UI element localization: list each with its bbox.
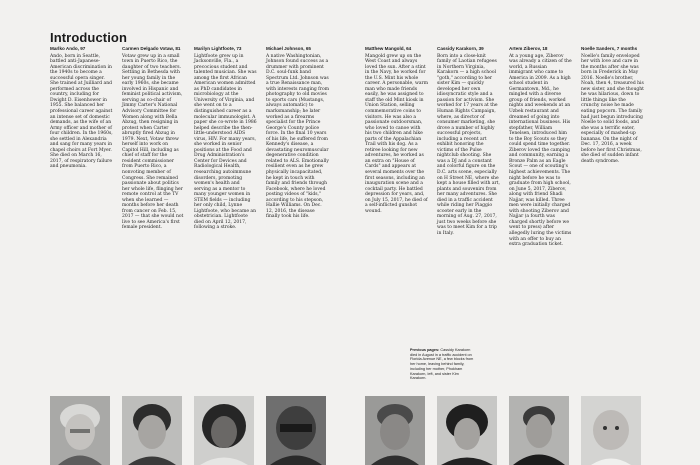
- caption-label: Previous pages:: [410, 348, 440, 352]
- profile-column-karakorn: [437, 46, 500, 237]
- profile-body: A native Washingtonian, Johnson found success as a drummer with prominent D.C. soul-funk band Spectrum Ltd. Johnson was a true Renaissance man, with interests ranging from photography to old movies to sports cars (Mustangs, always automatic) to marksmanship; he later worked as a firearms specialist for the Prince George's County police force. In the final 10 years of his life, he suffered from Kennedy's disease, a devastating neuromuscular degenerative condition related to ALS. Emotionally resilient even as he grew physically incapacitated, he kept in touch with family and friends through Facebook, where he loved posting videos of "kids," according to his stepson, Hallie Williams. On Dec. 12, 2016, the disease finally took his life.: [266, 53, 329, 220]
- profile-body: Noelle's family enveloped her with love and care in the months after she was born in Frederick in May 2016. Noelle's brother, Noah, then 4, treasured his new sister, and she thought he was hilarious, down to little things like the crunchy noise he made eating popcorn. The family had just begun introducing Noelle to solid foods, and she was a terrific eater, especially of mashed-up bananas. On the night of Dec. 17, 2016, a week before her first Christmas, she died of sudden infant death syndrome.: [581, 53, 644, 164]
- profile-column-mangold: [365, 46, 428, 214]
- profile-body: Votaw grew up in a small town in Puerto Rico, the daughter of two teachers. Settling in Bethesda with her young family in the early 1960s, she became involved in Hispanic and feminist political activism, serving as co-chair of Jimmy Carter's National Advisory Committee for Women along with Bella Abzug, then resigning in protest when Carter abruptly fired Abzug in 1979. Next, Votaw threw herself into work on Capitol Hill, including as chief of staff for the resident commissioner from Puerto Rico, a nonvoting member of Congress. She remained passionate about politics her whole life, flinging her remote control at the TV when she learned — months before her death from cancer on Feb. 15, 2017 — that she would not live to see America's first female president.: [122, 53, 184, 231]
- profile-body: At a young age, Ziberov was already a citizen of the world, a Russian immigrant who came to America in 2009. As a high school student in Germantown, Md., he mingled with a diverse group of friends, worked nights and weekends at an Uzbek restaurant and dreamed of going into international business. His stepfather, William Tenelsen, introduced him to the Boy Scouts so they could spend time together. Ziberov loved the camping and community, earning a Bronze Palm as an Eagle Scout — one of scouting's highest achievements. The night before he was to graduate from high school, on June 5, 2017, Ziberov, along with friend Shadi Najjar, was killed. Three men were initially charged with shooting Ziberov and Najjar (a fourth was charged shortly before we went to press) after allegedly luring the victims with an offer to buy an extra graduation ticket.: [509, 53, 572, 248]
- profile-heading: Artem Ziberov, 18: [509, 46, 548, 51]
- portrait-ando: [50, 396, 110, 465]
- profile-heading: Carmen Delgado Votaw, 81: [122, 46, 181, 51]
- portrait-lightfoote: [194, 396, 254, 465]
- profile-heading: Noelle Sanders, 7 months: [581, 46, 638, 51]
- profile-body: Lightfoote grew up in Jacksonville, Fla., a precocious student and talented musician. She was among the first African American women admitted as PhD candidates in microbiology at the University of Virginia, and she went on to a distinguished career as a molecular immunologist. A paper she co-wrote in 1986 helped describe the then-little-understood AIDS virus, HIV. For many years, she worked in senior positions at the Food and Drug Administration's Center for Devices and Radiological Health, researching autoimmune disorders, promoting women's health and serving as a mentor to many younger women in STEM fields — including her only child, Lynne Lightfoote, who became an obstetrician. Lightfoote died on April 12, 2017, following a stroke.: [194, 53, 257, 231]
- profile-column-votaw: [122, 46, 185, 231]
- portrait-votaw: [122, 396, 182, 465]
- portrait-ziberov: [509, 396, 569, 465]
- profile-column-ziberov: [509, 46, 572, 248]
- profile-column-johnson: [266, 46, 329, 220]
- portrait-mangold: [365, 396, 425, 465]
- profile-heading: Michael Johnson, 65: [266, 46, 311, 51]
- profile-column-lightfoote: [194, 46, 257, 231]
- profile-heading: Marlko Ando, 97: [50, 46, 86, 51]
- profile-body: Born into a close-knit family of Laotian refugees in Northern Virginia, Karakorn — a high school "goth," according to her sister Kim — quickly developed her own idiosyncratic style and a passion for activism. She worked for 17 years at the Human Rights Campaign, where, as director of consumer marketing, she drove a number of highly successful projects, including a recent art exhibit honoring the victims of the Pulse nightclub shooting. She was a DJ and a constant and colorful figure on the D.C. arts scene, especially on H Street NE, where she kept a house filled with art, plants and souvenirs from her many adventures. She died in a traffic accident while riding her Piaggio scooter early in the morning of Aug. 27, 2017, just two weeks before she was to meet Kim for a trip in Italy.: [437, 53, 500, 236]
- profile-heading: Cassidy Karakorn, 39: [437, 46, 484, 51]
- profile-column-sanders: [581, 46, 644, 164]
- profile-body: Ando, born in Seattle, battled anti-Japanese-American discrimination in the 1940s to become a successful opera singer. She trained at Juilliard and performed across the country, including for Dwight D. Eisenhower in 1955. She balanced her professional career against an intense set of domestic demands, as the wife of an Army officer and mother of four children. In the 1960s, she settled in Alexandria and sang for many years in chapel choirs at Fort Myer. She died on March 16, 2017, of respiratory failure and pneumonia.: [50, 53, 113, 170]
- photo-caption: [410, 348, 474, 381]
- portrait-sanders: [581, 396, 641, 465]
- profile-body: Mangold grew up on the West Coast and always loved the sun. After a stint in the Navy, he worked for the U.S. Mint his whole career. A personable, warm man who made friends easily, he was assigned to staff the old Mint kiosk in Union Station, selling commemorative coins to visitors. He was also a passionate outdoorsman, who loved to canoe with his two children and hike parts of the Appalachian Trail with his dog. As a retiree looking for new adventures, he worked as an extra on "House of Cards" and appears at several moments over the first seasons, including an inauguration scene and a cocktail party. He battled depression for years, and, on July 15, 2017, he died of a self-inflicted gunshot wound.: [365, 53, 428, 214]
- profile-column-ando: [50, 46, 113, 170]
- caption-text: Cassidy Karakorn died in August in a traffic accident on Florida Avenue NE, a few blocks from her home, leaving behind family, including her mother, Phokham Karakorn, left, and sister Kim Karakorn.: [410, 348, 474, 381]
- profile-heading: Marilyn Lightfoote, 73: [194, 46, 242, 51]
- portrait-johnson: [266, 396, 326, 465]
- portrait-karakorn: [437, 396, 497, 465]
- section-title: Introduction: [50, 30, 128, 45]
- profile-heading: Matthew Mangold, 64: [365, 46, 412, 51]
